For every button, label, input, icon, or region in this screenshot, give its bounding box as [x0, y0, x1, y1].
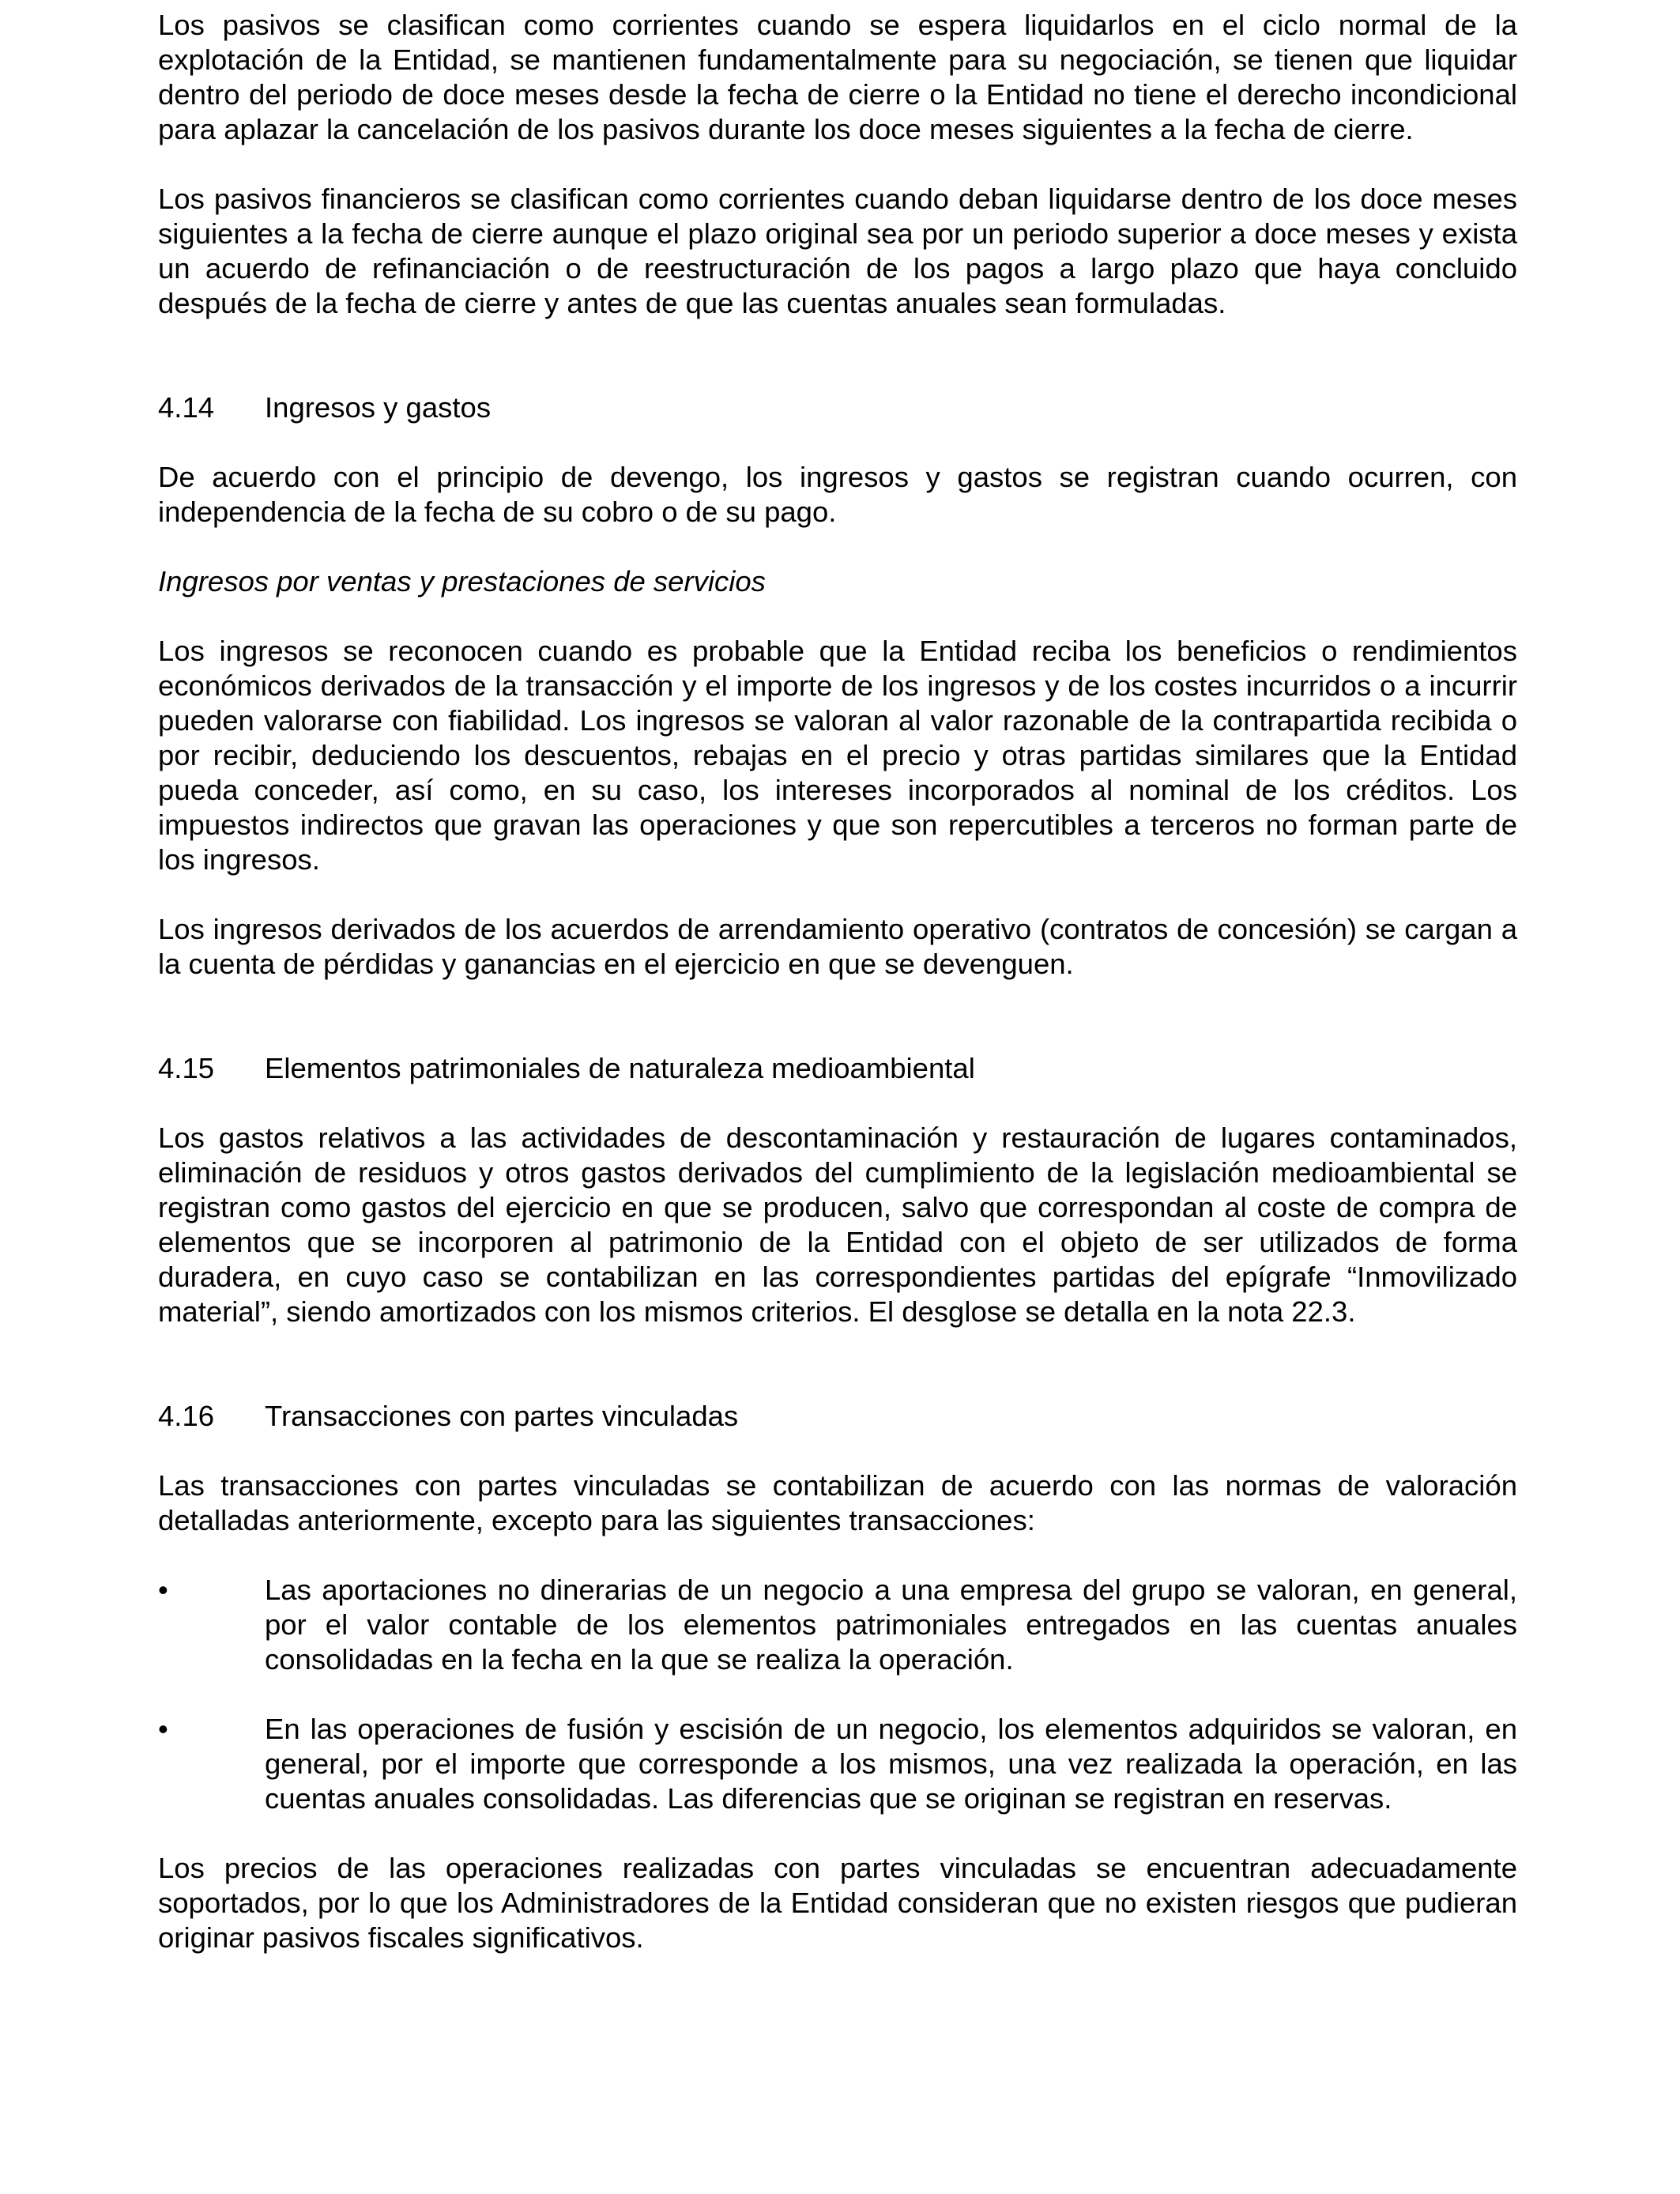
section-heading-4-16 [158, 1399, 1517, 1434]
section-number: 4.15 [158, 1052, 215, 1084]
bullet-text: En las operaciones de fusión y escisión de un negocio, los elementos adquiridos se valoran, en general, por el importe que corresponde a los mismos, una vez realizada la operación, en las cuentas anuales consolidadas. Las diferencias que se originan se registran en reservas. [265, 1713, 1517, 1815]
bullet-icon: • [158, 1713, 168, 1745]
section-title: Ingresos y gastos [265, 391, 492, 424]
paragraph-devengo: De acuerdo con el principio de devengo, los ingresos y gastos se registran cuando ocurren, con independencia de la fecha de su cobro o de su pago. [158, 461, 1517, 528]
list-item [158, 1712, 1517, 1816]
paragraph-pasivos-financieros: Los pasivos financieros se clasifican como corrientes cuando deban liquidarse dentro de los doce meses siguientes a la fecha de cierre aunque el plazo original sea por un periodo superior a doce meses y exista un acuerdo de refinanciación o de reestructuración de los pagos a largo plazo que haya concluido después de la fecha de cierre y antes de que las cuentas anuales sean formuladas. [158, 183, 1517, 319]
subheading-ingresos-ventas: Ingresos por ventas y prestaciones de servicios [158, 565, 766, 598]
paragraph-pasivos-corrientes: Los pasivos se clasifican como corrientes cuando se espera liquidarlos en el ciclo normal de la explotación de la Entidad, se mantienen fundamentalmente para su negociación, se tienen que liquidar dentro del periodo de doce meses desde la fecha de cierre o la Entidad no tiene el derecho incondicional para aplazar la cancelación de los pasivos durante los doce meses siguientes a la fecha de cierre. [158, 9, 1517, 145]
section-heading-4-14 [158, 390, 1517, 425]
paragraph-gastos-medioambientales: Los gastos relativos a las actividades de descontaminación y restauración de lugares contaminados, eliminación de residuos y otros gastos derivados del cumplimiento de la legislación medioambiental se registran como gastos del ejercicio en que se producen, salvo que correspondan al coste de compra de elementos que se incorporen al patrimonio de la Entidad con el objeto de ser utilizados de forma duradera, en cuyo caso se contabilizan en las correspondientes partidas del epígrafe “Inmovilizado material”, siendo amortizados con los mismos criterios. El desglose se detalla en la nota 22.3. [158, 1122, 1517, 1328]
paragraph-arrendamiento-operativo: Los ingresos derivados de los acuerdos de arrendamiento operativo (contratos de concesión) se cargan a la cuenta de pérdidas y ganancias en el ejercicio en que se devenguen. [158, 913, 1517, 980]
paragraph-reconocimiento-ingresos: Los ingresos se reconocen cuando es probable que la Entidad reciba los beneficios o rendimientos económicos derivados de la transacción y el importe de los ingresos y de los costes incurridos o a incurrir pueden valorarse con fiabilidad. Los ingresos se valoran al valor razonable de la contrapartida recibida o por recibir, deduciendo los descuentos, rebajas en el precio y otras partidas similares que la Entidad pueda conceder, así como, en su caso, los intereses incorporados al nominal de los créditos. Los impuestos indirectos que gravan las operaciones y que son repercutibles a terceros no forman parte de los ingresos. [158, 635, 1517, 876]
section-title: Transacciones con partes vinculadas [265, 1400, 739, 1432]
section-heading-4-15 [158, 1051, 1517, 1086]
document-page [158, 8, 1517, 1955]
section-title: Elementos patrimoniales de naturaleza medioambiental [265, 1052, 975, 1084]
list-item [158, 1573, 1517, 1677]
section-number: 4.16 [158, 1400, 215, 1432]
bullet-icon: • [158, 1574, 168, 1606]
paragraph-precios-operaciones: Los precios de las operaciones realizadas con partes vinculadas se encuentran adecuadamente soportados, por lo que los Administradores de la Entidad consideran que no existen riesgos que pudieran originar pasivos fiscales significativos. [158, 1852, 1517, 1954]
paragraph-transacciones-vinculadas: Las transacciones con partes vinculadas se contabilizan de acuerdo con las normas de valoración detalladas anteriormente, excepto para las siguientes transacciones: [158, 1469, 1517, 1536]
bullet-text: Las aportaciones no dinerarias de un negocio a una empresa del grupo se valoran, en general, por el valor contable de los elementos patrimoniales entregados en las cuentas anuales consolidadas en la fecha en la que se realiza la operación. [265, 1574, 1517, 1676]
section-number: 4.14 [158, 391, 215, 424]
